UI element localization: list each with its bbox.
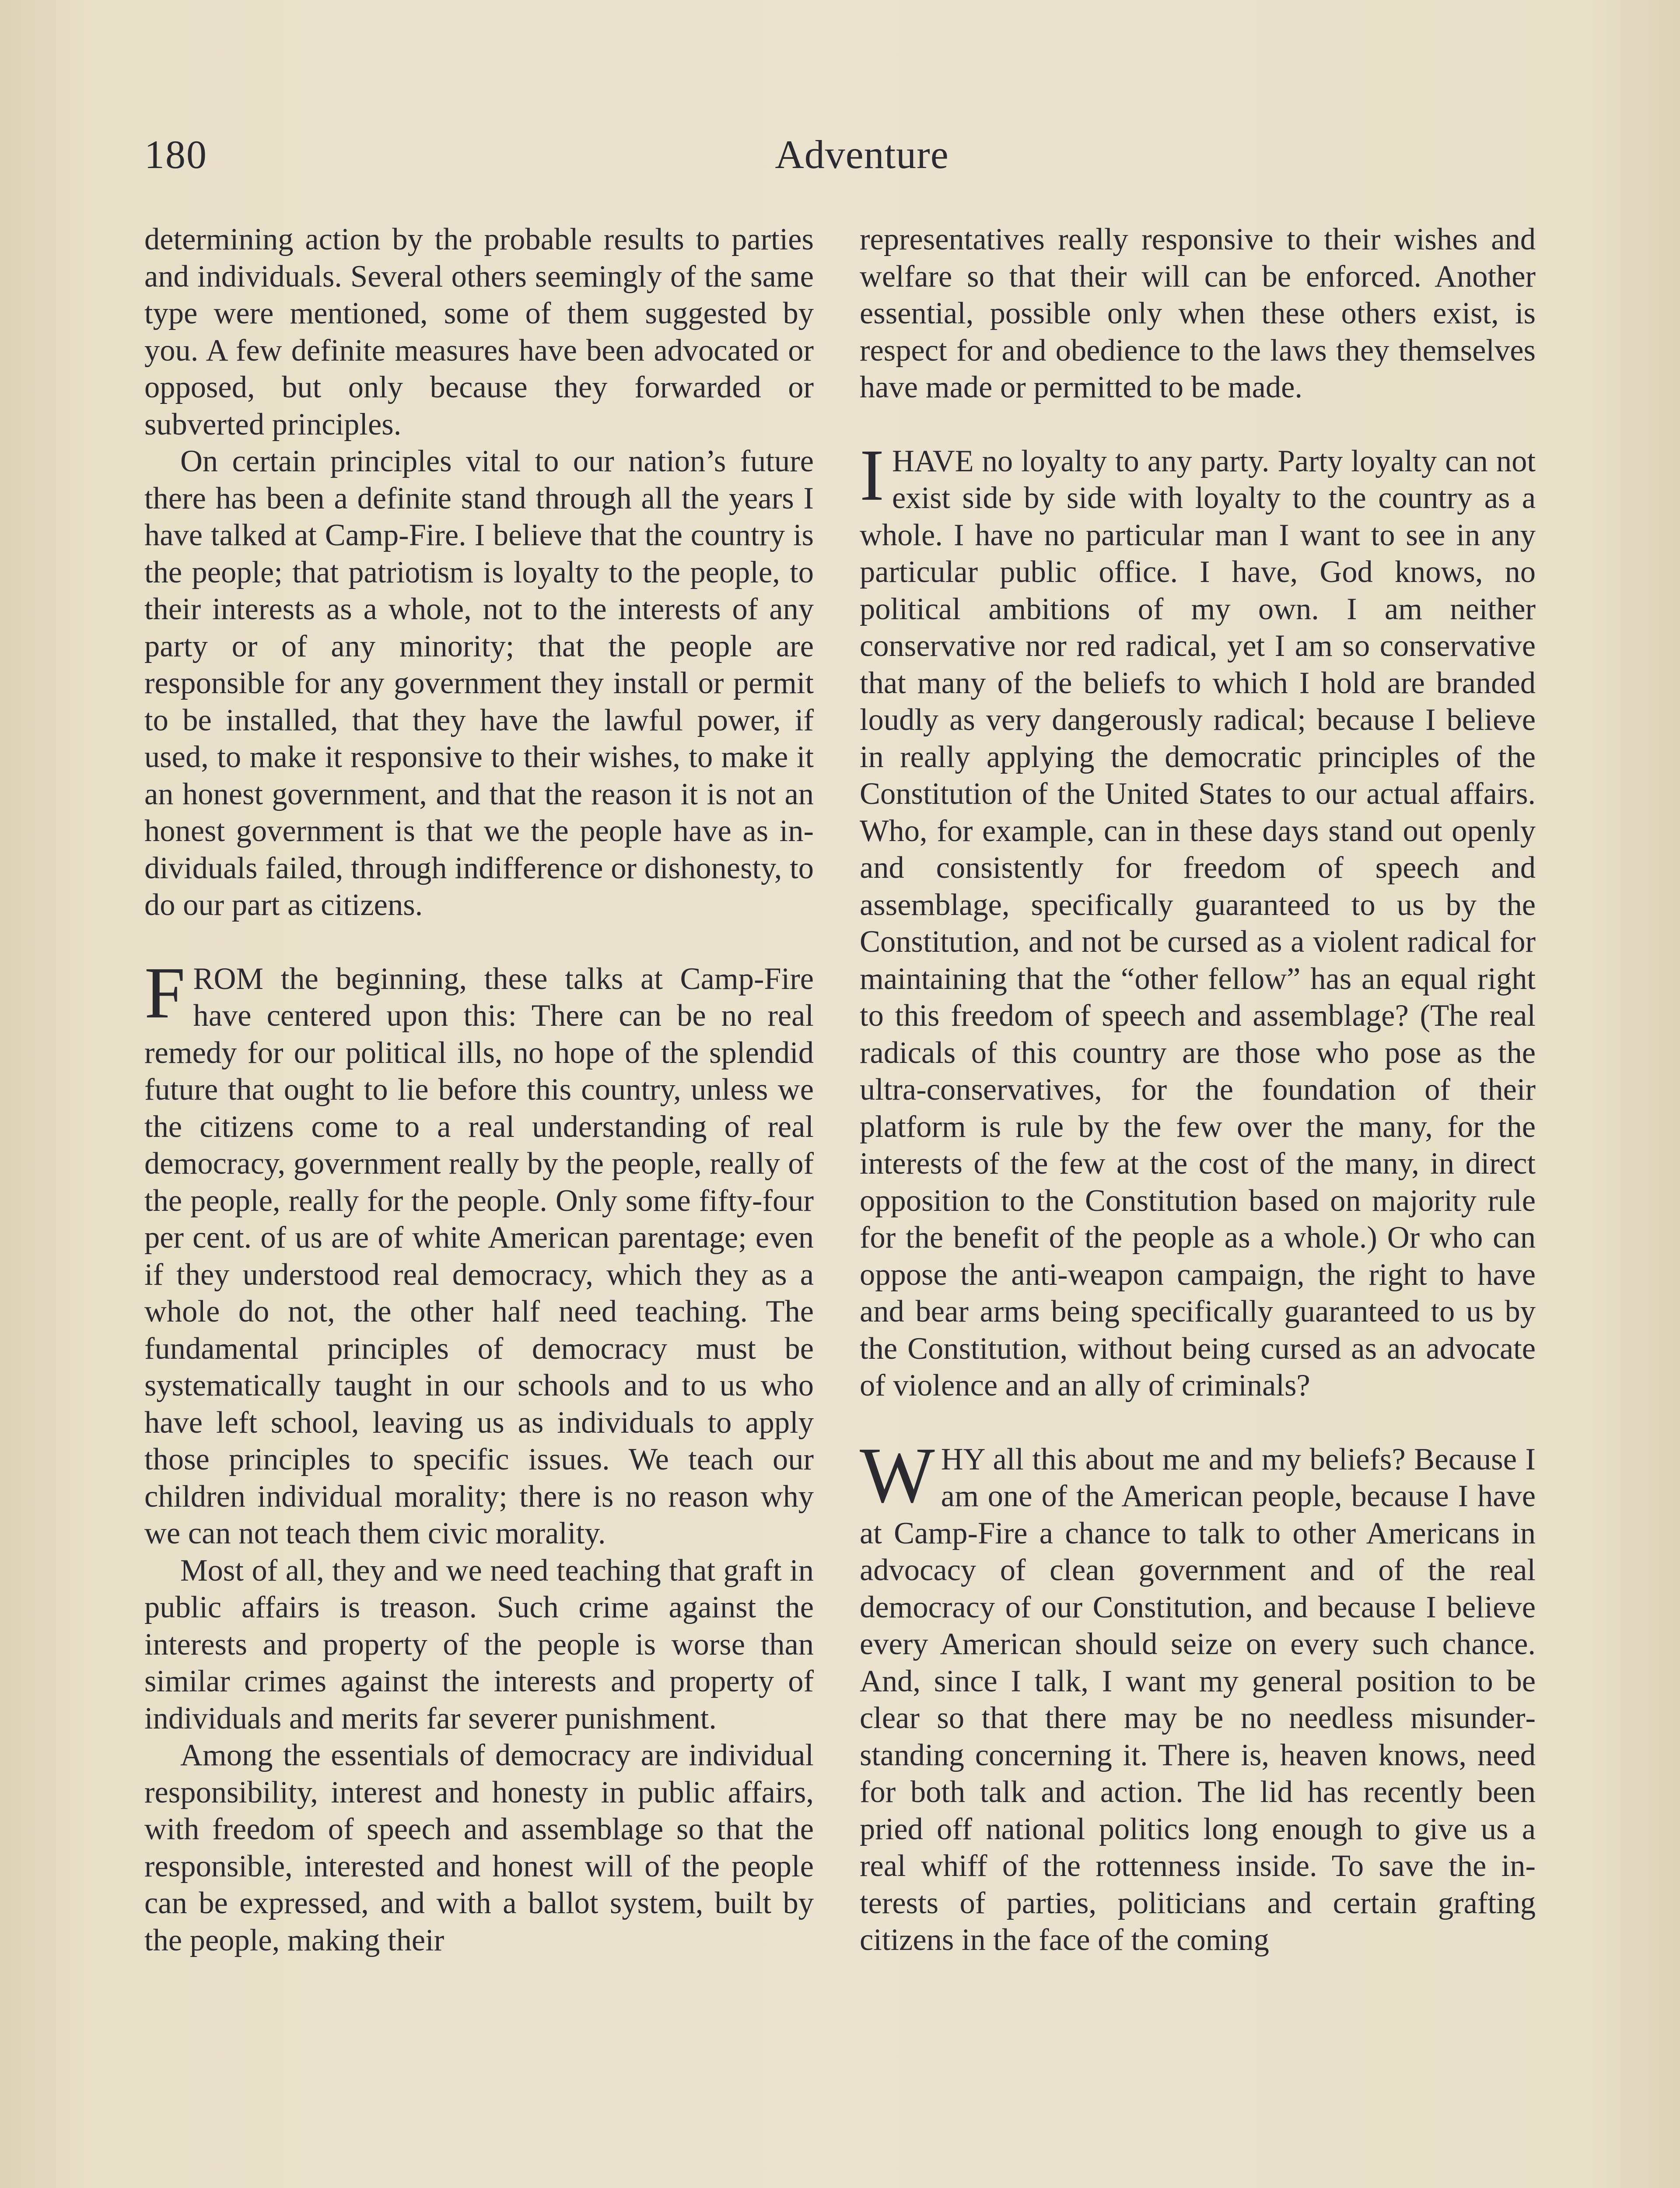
paragraph: representatives really responsive to their wishes and welfare so that their will can be enforced. Another essential, possible only when these others exist, is respect for and obedience to the laws they themselves have made or permitted to be made. (860, 222, 1536, 404)
paragraph: Most of all, they and we need teaching that graft in public affairs is treason. Such crime against the interests and property of the people is worse than similar crimes against the interests and property of individuals and merits far severer punishment. (144, 1553, 814, 1736)
left-column (144, 221, 814, 1959)
paragraph-text: HAVE no loyalty to any party. Party loyalty can not exist side by side with loyalty to the country as a whole. I have no particular man I want to see in any particular public office. I have, God knows, no political ambitions of my own. I am neither conservative nor red radical, yet I am so conservative that many of the beliefs to which I hold are branded loudly as very dangerously radical; because I believe in really applying the democratic principles of the Constitution of the United States to our actual affairs. Who, for example, can in these days stand out openly and consistently for freedom of speech and assemblage, specifically guaranteed to us by the Constitution, and not be cursed as a violent radical for maintaining that the “other fellow” has an equal right to this freedom of speech and assemblage? (The real radicals of this country are those who pose as the ultra-conservatives, for the foundation of their platform is rule by the few over the many, for the interests of the few at the cost of the many, in direct opposition to the Constitution based on majority rule for the benefit of the people as a whole.) Or who can oppose the anti-weapon campaign, the right to have and bear arms being specifically guaranteed to us by the Constitution, without being cursed as an advocate of violence and an ally of criminals? (860, 444, 1536, 1403)
paragraph-with-dropcap (144, 952, 814, 1552)
drop-cap: F (144, 952, 186, 1034)
paragraph-text: HY all this about me and my beliefs? Because I am one of the American people, because I have at Camp-Fire a chance to talk to other Americans in advocacy of clean government and of the real democracy of our Constitution, and because I believe every American should seize on every such chance. And, since I talk, I want my general position to be clear so that there may be no needless misunderstanding concerning it. There is, heaven knows, need for both talk and action. The lid has recently been pried off national politics long enough to give us a real whiff of the rottenness inside. To save the interests of parties, politicians and certain grafting citizens in the face of the coming (860, 1442, 1536, 1957)
drop-cap: W (860, 1431, 935, 1519)
drop-cap: I (860, 434, 884, 516)
paragraph-with-dropcap (860, 1431, 1536, 1959)
running-title: Adventure (775, 132, 949, 177)
paragraph: On certain principles vital to our nation’s future there has been a definite stand through all the years I have talked at Camp-Fire. I believe that the country is the people; that patriotism is loyalty to the people, to their interests as a whole, not to the interests of any party or of any minority; that the people are responsible for any government they install or permit to be installed, that they have the lawful power, if used, to make it responsive to their wishes, to make it an honest government, and that the reason it is not an honest government is that we the people have as individuals failed, through indifference or dishonesty, to do our part as citizens. (144, 444, 814, 922)
paragraph-with-dropcap (860, 434, 1536, 1404)
page-header (144, 131, 1540, 193)
paragraph: Among the essentials of democracy are individual responsibility, interest and honesty in public affairs, with freedom of speech and assemblage so that the responsible, interested and honest will of the people can be expressed, and with a ballot system, built by the people, making their (144, 1738, 814, 1957)
paragraph: determining action by the probable results to parties and individuals. Several others seemingly of the same type were mentioned, some of them suggested by you. A few definite measures have been advocated or opposed, but only because they forwarded or subverted principles. (144, 222, 814, 442)
page-number: 180 (144, 132, 207, 177)
right-column (860, 221, 1536, 1959)
paragraph-text: ROM the beginning, these talks at Camp-Fire have centered upon this: There can be no real remedy for our political ills, no hope of the splendid future that ought to lie before this country, unless we the citizens come to a real understanding of real democracy, government really by the people, really of the people, really for the people. Only some fifty-four per cent. of us are of white American parentage; even if they understood real democracy, which they as a whole do not, the other half need teaching. The fundamental principles of democracy must be systematically taught in our schools and to us who have left school, leaving us as individuals to apply those principles to specific issues. We teach our children individual morality; there is no reason why we can not teach them civic morality. (144, 961, 814, 1550)
